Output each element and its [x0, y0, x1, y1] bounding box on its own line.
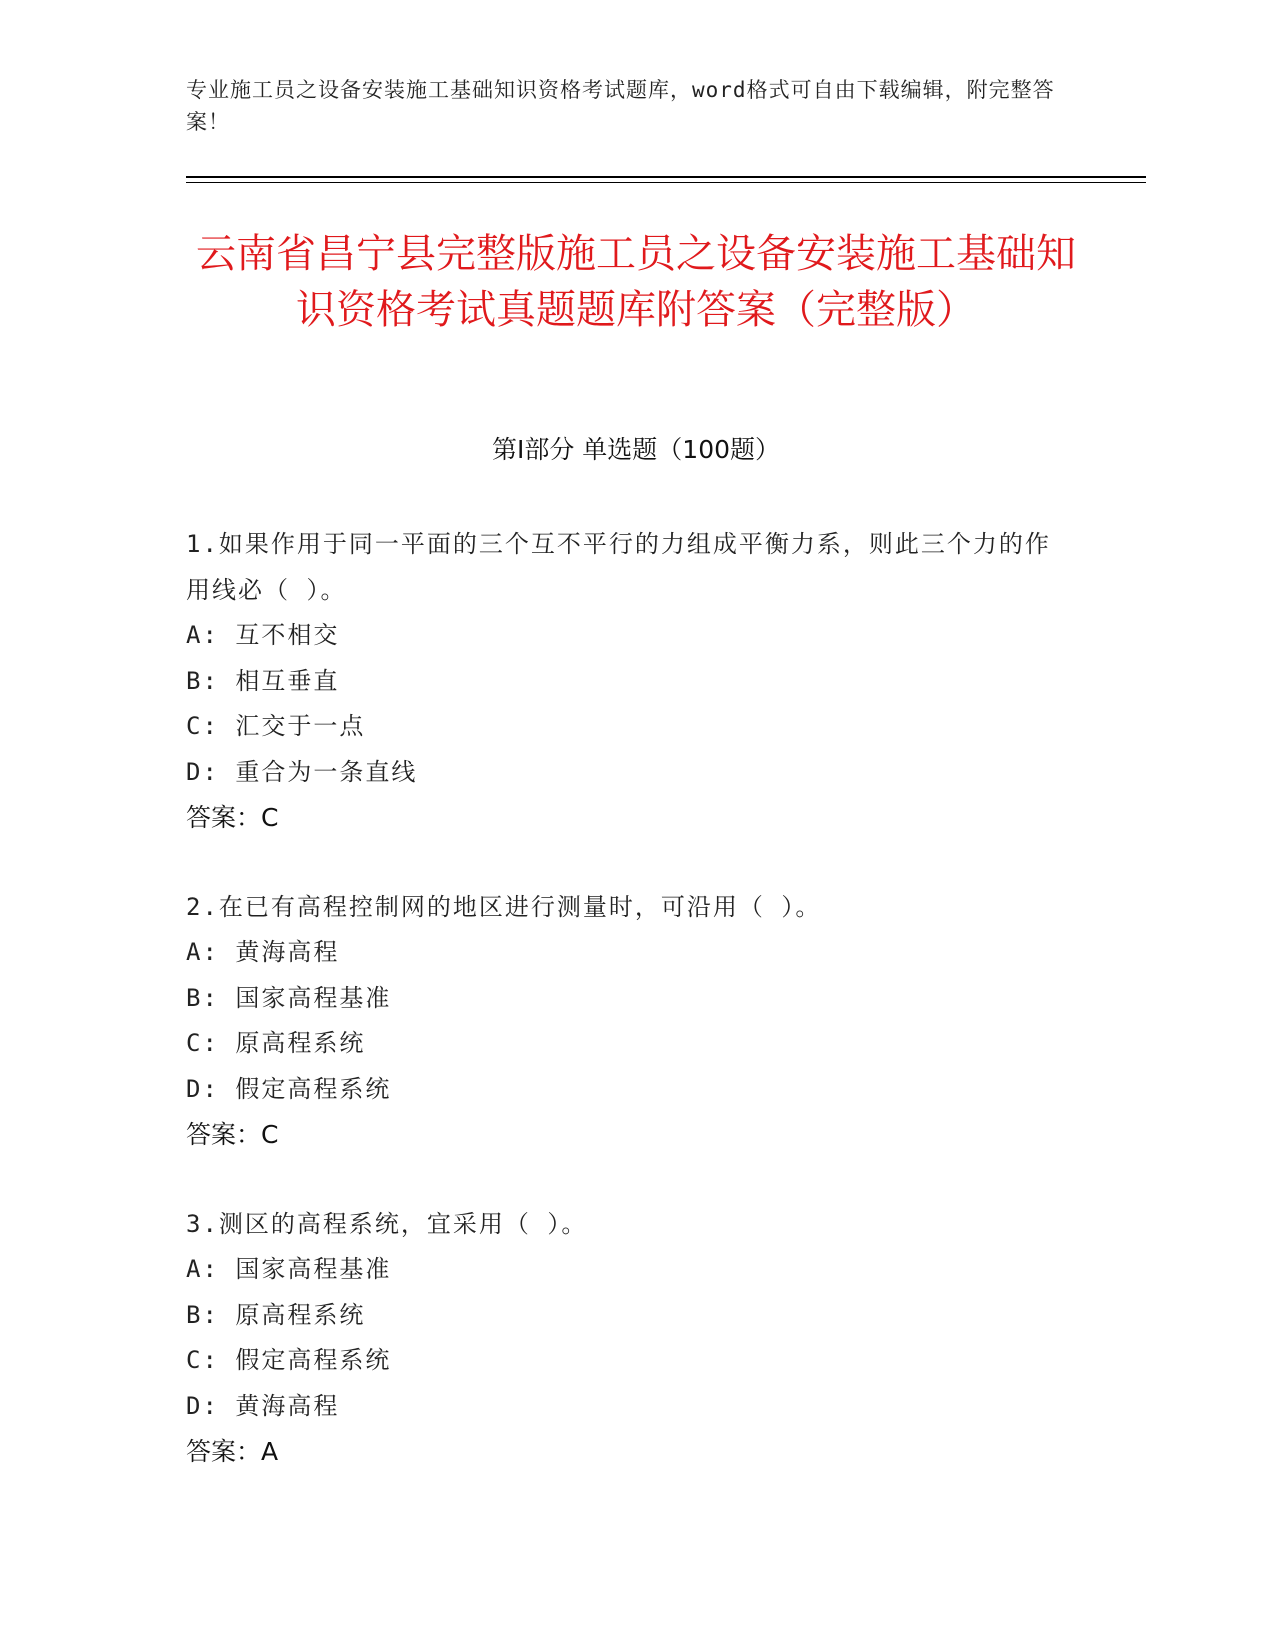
option-b: B: 原高程系统	[186, 1300, 366, 1329]
header-rule-thin	[186, 182, 1146, 183]
question-stem: 2.在已有高程控制网的地区进行测量时，可沿用（ ）。	[186, 892, 822, 921]
option-d: D: 假定高程系统	[186, 1074, 392, 1103]
option-a: A: 黄海高程	[186, 938, 340, 966]
option-d: D: 重合为一条直线	[186, 757, 418, 786]
document-title: 云南省昌宁县完整版施工员之设备安装施工基础知识资格考试真题题库附答案（完整版）	[196, 231, 1076, 333]
question-1	[186, 522, 1066, 841]
option-b: B: 相互垂直	[186, 666, 340, 695]
header-rule-thick	[186, 176, 1146, 178]
option-a: A: 国家高程基准	[186, 1255, 392, 1283]
option-d: D: 黄海高程	[186, 1391, 340, 1420]
question-stem: 3.测区的高程系统，宜采用（ ）。	[186, 1209, 588, 1238]
question-list	[186, 522, 1066, 1519]
header-note: 专业施工员之设备安装施工基础知识资格考试题库，word格式可自由下载编辑，附完整答案！	[186, 78, 1055, 134]
section-heading: 第Ⅰ部分 单选题（100题）	[491, 435, 781, 464]
question-2	[186, 885, 1066, 1158]
option-b: B: 国家高程基准	[186, 983, 392, 1012]
answer-line: 答案：A	[186, 1437, 279, 1466]
answer-line: 答案：C	[186, 1120, 279, 1149]
option-c: C: 原高程系统	[186, 1029, 366, 1057]
question-stem: 1.如果作用于同一平面的三个互不平行的力组成平衡力系，则此三个力的作用线必（ ）。	[186, 530, 1051, 604]
option-c: C: 假定高程系统	[186, 1346, 392, 1374]
answer-line: 答案：C	[186, 803, 279, 832]
option-c: C: 汇交于一点	[186, 712, 366, 740]
question-3	[186, 1202, 1066, 1475]
option-a: A: 互不相交	[186, 621, 340, 649]
